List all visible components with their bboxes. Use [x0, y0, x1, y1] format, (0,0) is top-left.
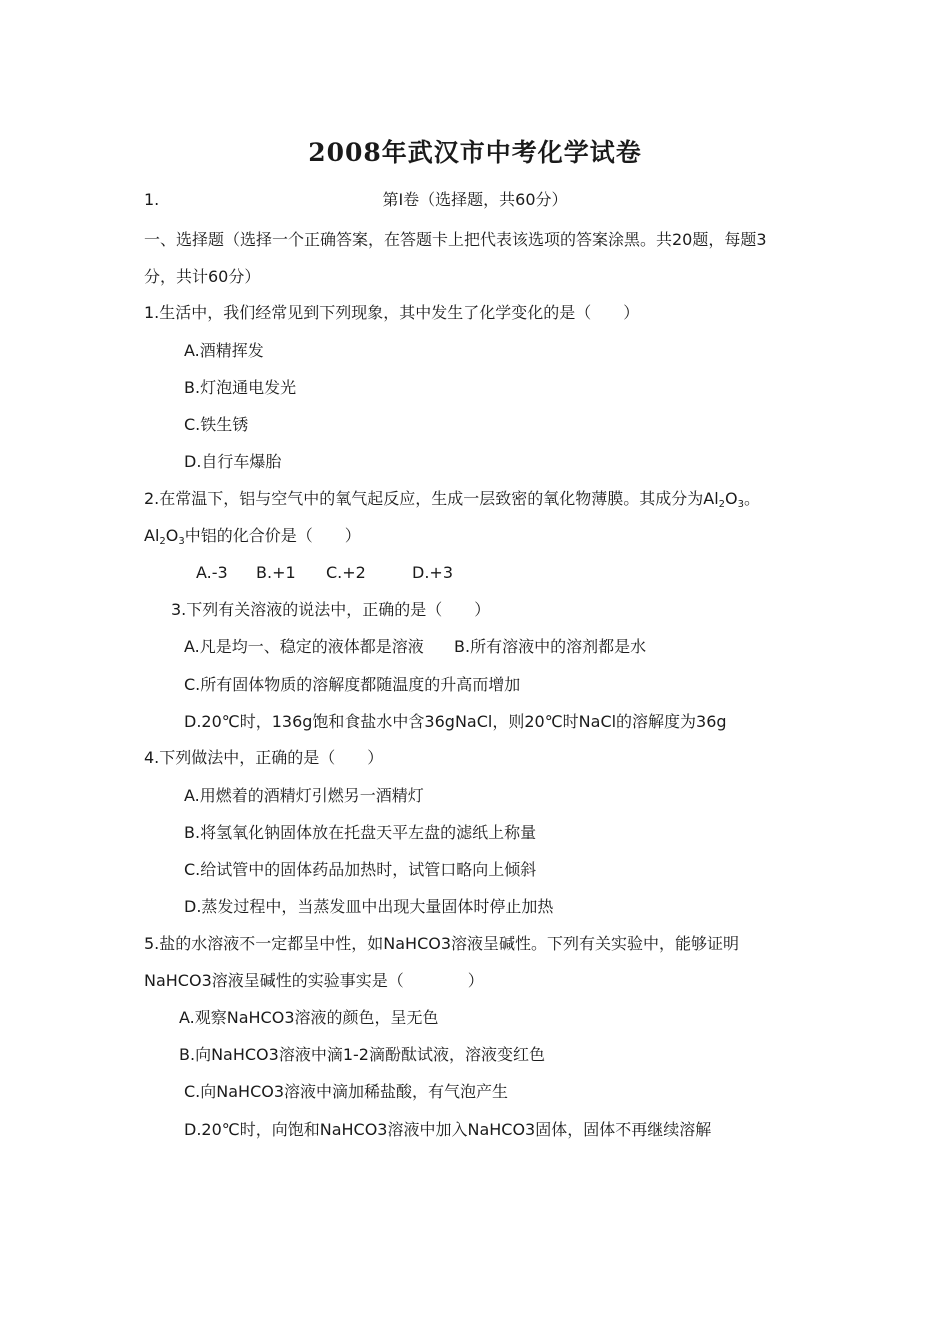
subscript-2: 2: [718, 499, 726, 510]
subscript-2: 2: [159, 536, 166, 547]
subscript-3: 3: [737, 499, 745, 510]
question-1-option-b: B.灯泡通电发光: [184, 378, 297, 397]
subscript-3: 3: [178, 536, 185, 547]
instructions-line-1: 一、选择题（选择一个正确答案，在答题卡上把代表该选项的答案涂黑。共20题，每题3: [144, 230, 767, 249]
instructions-line-2: 分，共计60分）: [144, 267, 261, 286]
question-3-option-b: B.所有溶液中的溶剂都是水: [454, 637, 647, 656]
oxygen-symbol: O: [725, 489, 738, 508]
question-2-option-a: A.-3: [196, 563, 228, 582]
question-2-stem-line-2: [144, 525, 361, 547]
question-1-option-c: C.铁生锈: [184, 415, 249, 434]
question-5-option-d: D.20℃时，向饱和NaHCO3溶液中加入NaHCO3固体，固体不再继续溶解: [184, 1120, 712, 1139]
question-5-option-b: B.向NaHCO3溶液中滴1-2滴酚酞试液，溶液变红色: [179, 1045, 545, 1064]
q2-stem-text: 中铝的化合价是（ ）: [184, 526, 361, 545]
question-5-stem-line-1: 5.盐的水溶液不一定都呈中性，如NaHCO3溶液呈碱性。下列有关实验中，能够证明: [144, 934, 740, 953]
part-number: 1.: [144, 190, 160, 209]
oxygen-symbol: O: [165, 526, 179, 545]
question-4-option-d: D.蒸发过程中，当蒸发皿中出现大量固体时停止加热: [184, 897, 554, 916]
question-3-stem: 3.下列有关溶液的说法中，正确的是（ ）: [171, 600, 491, 619]
q2-stem-text: 2.在常温下，铝与空气中的氧气起反应，生成一层致密的氧化物薄膜。其成分为Al: [144, 489, 719, 508]
question-4-option-a: A.用燃着的酒精灯引燃另一酒精灯: [184, 786, 424, 805]
question-2-options: [196, 562, 453, 584]
question-4-option-b: B.将氢氧化钠固体放在托盘天平左盘的滤纸上称量: [184, 823, 537, 842]
question-4-option-c: C.给试管中的固体药品加热时，试管口略向上倾斜: [184, 860, 537, 879]
question-5-stem-line-2: NaHCO3溶液呈碱性的实验事实是（ ）: [144, 971, 484, 990]
question-5-option-a: A.观察NaHCO3溶液的颜色，呈无色: [179, 1008, 439, 1027]
part-title: 第Ⅰ卷（选择题，共60分）: [382, 190, 568, 209]
page-title: 2008年武汉市中考化学试卷: [308, 138, 642, 167]
question-1-stem: 1.生活中，我们经常见到下列现象，其中发生了化学变化的是（ ）: [144, 303, 640, 322]
period: 。: [744, 489, 761, 508]
question-2-option-b: B.+1: [256, 563, 296, 582]
question-1-option-d: D.自行车爆胎: [184, 452, 282, 471]
question-2-option-d: D.+3: [412, 563, 453, 582]
question-2-option-c: C.+2: [326, 563, 366, 582]
question-5-option-c: C.向NaHCO3溶液中滴加稀盐酸，有气泡产生: [184, 1082, 509, 1101]
question-3-option-d: D.20℃时，136g饱和食盐水中含36gNaCl，则20℃时NaCl的溶解度为36g: [184, 712, 727, 731]
question-2-stem-line-1: [144, 488, 760, 510]
question-3-option-c: C.所有固体物质的溶解度都随温度的升高而增加: [184, 675, 521, 694]
question-4-stem: 4.下列做法中，正确的是（ ）: [144, 748, 384, 767]
question-1-option-a: A.酒精挥发: [184, 341, 264, 360]
question-3-option-a: A.凡是均一、稳定的液体都是溶液: [184, 637, 424, 656]
aluminum-symbol: Al: [144, 526, 160, 545]
